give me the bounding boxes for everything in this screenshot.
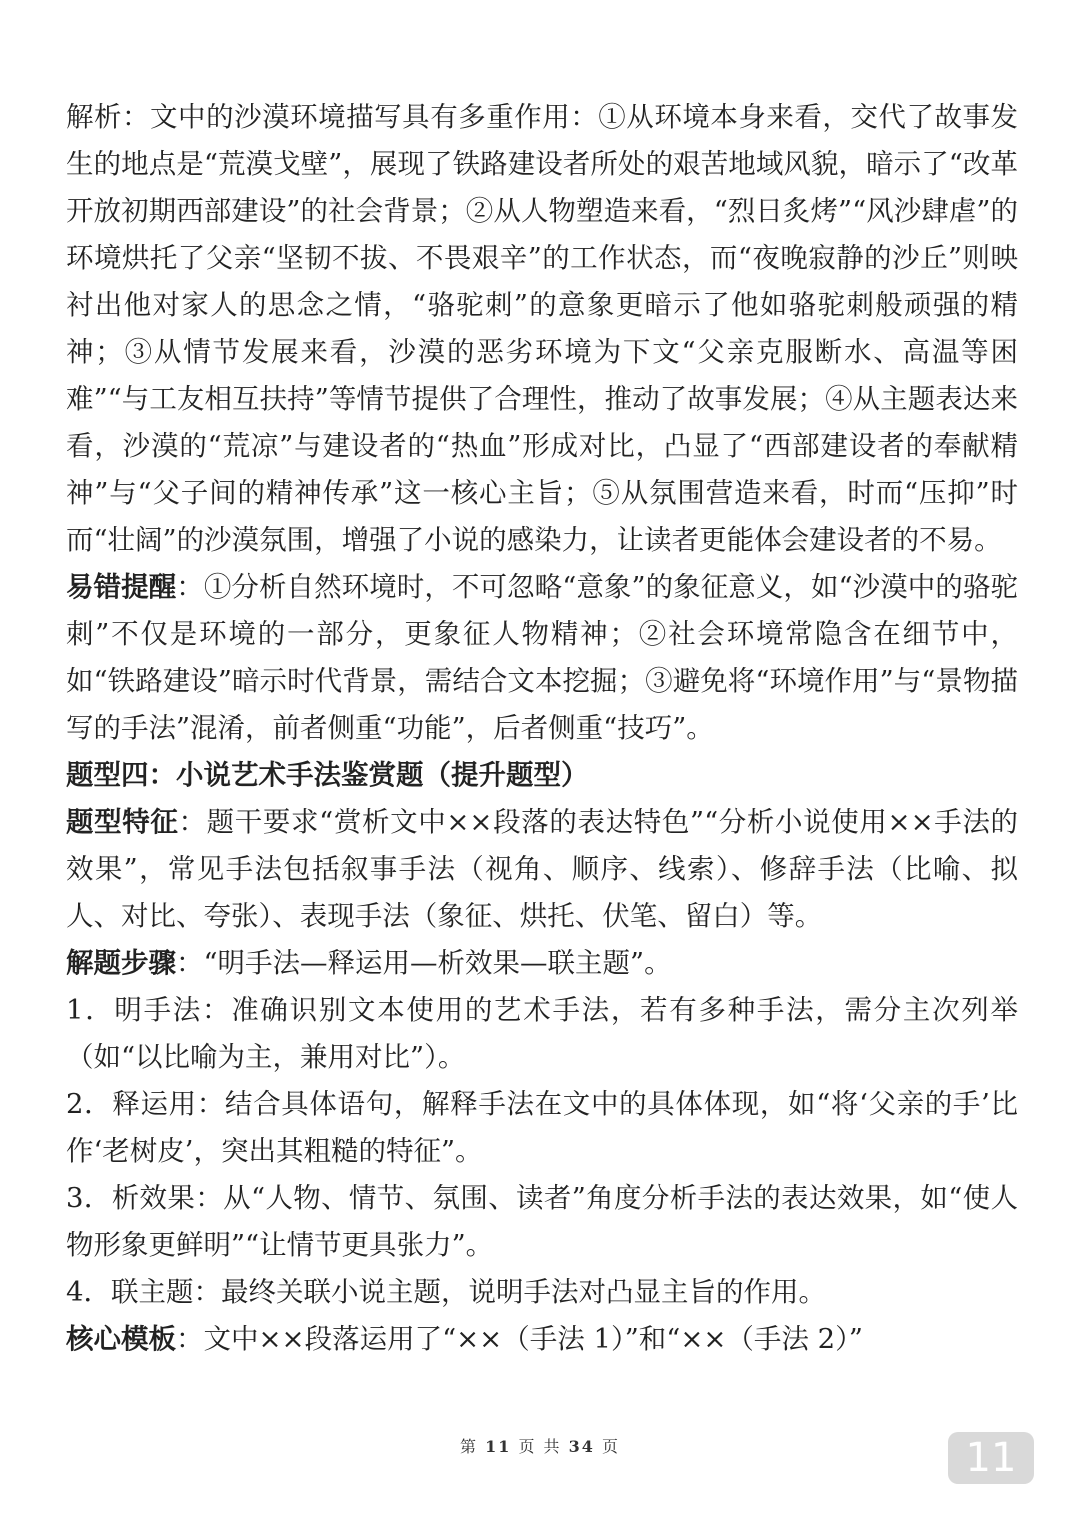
footer-prefix: 第 [459,1437,478,1456]
core-template-paragraph [66,1316,1018,1363]
step-1-paragraph [66,987,1018,1081]
document-body [66,94,1018,1363]
step-1-text: 1．明手法：准确识别文本使用的艺术手法，若有多种手法，需分主次列举（如“以比喻为主，兼用对比”）。 [66,994,1018,1073]
footer-middle: 页 共 [518,1437,562,1456]
solving-steps-label: 解题步骤 [66,947,176,979]
solving-steps-paragraph [66,940,1018,987]
section-heading: 题型四：小说艺术手法鉴赏题（提升题型） [66,759,589,791]
step-2-paragraph [66,1081,1018,1175]
step-4-paragraph [66,1269,1018,1316]
step-3-text: 3．析效果：从“人物、情节、氛围、读者”角度分析手法的表达效果，如“使人物形象更鲜明”“让情节更具张力”。 [66,1182,1018,1261]
question-features-label: 题型特征 [66,806,179,838]
core-template-label: 核心模板 [66,1323,176,1355]
footer-total-pages: 34 [568,1437,595,1456]
core-template-text: ：文中××段落运用了“××（手法 1）”和“××（手法 2）” [176,1323,863,1355]
page-footer [0,1434,1080,1457]
common-mistakes-text: ：①分析自然环境时，不可忽略“意象”的象征意义，如“沙漠中的骆驼刺”不仅是环境的一部分，更象征人物精神；②社会环境常隐含在细节中，如“铁路建设”暗示时代背景，需结合文本挖掘；③避免将“环境作用”与“景物描写的手法”混淆，前者侧重“功能”，后者侧重“技巧”。 [66,571,1018,744]
solving-steps-text: ：“明手法—释运用—析效果—联主题”。 [176,947,672,979]
page-number-badge: 11 [948,1432,1034,1484]
footer-current-page: 11 [485,1437,512,1456]
analysis-paragraph [66,94,1018,564]
step-3-paragraph [66,1175,1018,1269]
step-2-text: 2．释运用：结合具体语句，解释手法在文中的具体体现，如“将‘父亲的手’比作‘老树皮’，突出其粗糙的特征”。 [66,1088,1018,1167]
footer-suffix: 页 [602,1437,621,1456]
common-mistakes-paragraph [66,564,1018,752]
step-4-text: 4．联主题：最终关联小说主题，说明手法对凸显主旨的作用。 [66,1276,826,1308]
question-features-paragraph [66,799,1018,940]
question-features-text: ：题干要求“赏析文中××段落的表达特色”“分析小说使用××手法的效果”，常见手法包括叙事手法（视角、顺序、线索）、修辞手法（比喻、拟人、对比、夸张）、表现手法（象征、烘托、伏笔、留白）等。 [66,806,1019,932]
analysis-text: 解析：文中的沙漠环境描写具有多重作用：①从环境本身来看，交代了故事发生的地点是“荒漠戈壁”，展现了铁路建设者所处的艰苦地域风貌，暗示了“改革开放初期西部建设”的社会背景；②从人物塑造来看，“烈日炙烤”“风沙肆虐”的环境烘托了父亲“坚韧不拔、不畏艰辛”的工作状态，而“夜晚寂静的沙丘”则映衬出他对家人的思念之情，“骆驼刺”的意象更暗示了他如骆驼刺般顽强的精神；③从情节发展来看，沙漠的恶劣环境为下文“父亲克服断水、高温等困难”“与工友相互扶持”等情节提供了合理性，推动了故事发展；④从主题表达来看，沙漠的“荒凉”与建设者的“热血”形成对比，凸显了“西部建设者的奉献精神”与“父子间的精神传承”这一核心主旨；⑤从氛围营造来看，时而“压抑”时而“壮阔”的沙漠氛围，增强了小说的感染力，让读者更能体会建设者的不易。 [66,101,1018,556]
common-mistakes-label: 易错提醒 [66,571,177,603]
